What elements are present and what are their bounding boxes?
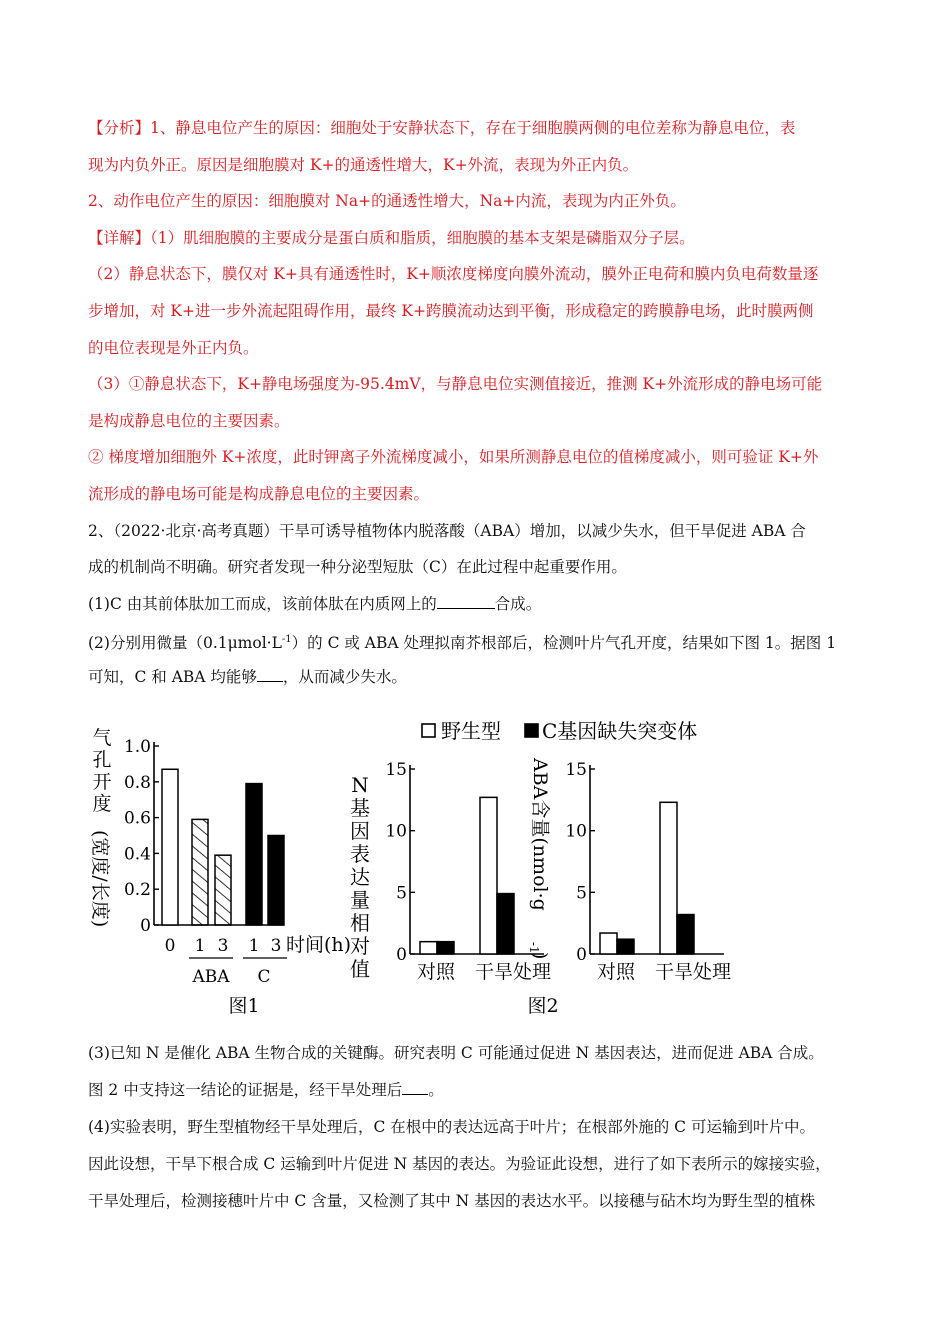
fig1-bar	[268, 836, 284, 926]
fig2-bar	[600, 933, 617, 954]
fig1-x-tick-label: 1	[194, 936, 206, 956]
ylabel-char: 值	[350, 957, 370, 981]
fig2-y-tick-label: 10	[385, 821, 407, 842]
ylabel-char: 基	[350, 796, 370, 820]
ylabel-char: N	[351, 773, 369, 797]
fig2-caption: 图2	[527, 995, 559, 1017]
fig2-bar	[617, 939, 634, 954]
ylabel-char: 开	[92, 771, 112, 793]
fig2-bar	[480, 797, 497, 954]
fig1-ylabel-ratio: (宽度/长度)	[89, 830, 111, 928]
figure-2-legend	[422, 719, 697, 743]
legend-wild-label: 野生型	[441, 719, 501, 743]
fig1-x-tick-label: 1	[248, 936, 260, 956]
detail-line-8: 流形成的静电场可能是构成静息电位的主要因素。	[88, 485, 430, 503]
detail-line-7: ② 梯度增加细胞外 K+浓度，此时钾离子外流梯度减小，如果所测静息电位的值梯度减小，则可验证 K+外	[88, 448, 819, 466]
answer-blank-2[interactable]	[257, 667, 283, 682]
ylabel-char: 量	[350, 888, 370, 912]
fig1-group-label-c: C	[257, 967, 271, 987]
analysis-line-1: 【分析】1、静息电位产生的原因：细胞处于安静状态下，存在于细胞膜两侧的电位差称为静息电位，表	[88, 119, 796, 137]
fig1-y-tick-label: 0.8	[123, 772, 151, 793]
fig1-group-label-aba: ABA	[192, 967, 230, 987]
ylabel-char: 气	[92, 727, 112, 749]
part2-text-a: (2)分别用微量（0.1μmol·L	[88, 634, 282, 653]
fig1-xlabel: 时间(h)	[286, 934, 352, 956]
fig2-bar	[677, 915, 694, 954]
analysis-line-3: 2、动作电位产生的原因：细胞膜对 Na+的通透性增大，Na+内流，表现为内正外负。	[88, 192, 686, 210]
detail-line-1: 【详解】（1）肌细胞膜的主要成分是蛋白质和脂质，细胞膜的基本支架是磷脂双分子层。	[88, 229, 695, 247]
fig2-category-label: 干旱处理	[474, 961, 552, 983]
fig2-ylabel-sup: -1	[527, 942, 541, 954]
fig2-y-tick-label: 15	[565, 760, 587, 780]
part2-line2-b: ，从而减少失水。	[282, 668, 407, 686]
fig1-bar	[162, 769, 178, 925]
fig2-y-tick-label: 0	[396, 945, 407, 965]
part2-superscript: -1	[281, 634, 292, 645]
ylabel-char: 表	[350, 842, 370, 866]
figure-1-and-2	[88, 712, 768, 1028]
fig1-y-tick-label: 0.6	[123, 808, 151, 829]
figure-1-chart	[89, 727, 351, 987]
ylabel-char: 孔	[92, 749, 112, 771]
legend-wild-swatch	[422, 724, 435, 737]
detail-line-5: （3）①静息状态下，K+静电场强度为-95.4mV，与静息电位实测值接近，推测 K+外流形成的静电场可能	[88, 375, 823, 393]
figure-2-n-gene-chart	[350, 760, 551, 983]
fig1-y-tick-label: 0.4	[123, 844, 151, 865]
figure-2-aba-chart	[527, 757, 731, 983]
ylabel-char: 达	[350, 865, 370, 889]
detail-line-4: 的电位表现是外正内负。	[88, 339, 259, 357]
fig2-ylabel-aba: ABA含量(nmol·g	[529, 758, 551, 911]
question-part-4-line-2: 因此设想，干旱下根合成 C 运输到叶片促进 N 基因的表达。为验证此设想，进行了如下表所示的嫁接实验，	[88, 1155, 831, 1173]
legend-mutant-label: C基因缺失突变体	[542, 719, 698, 743]
detail-line-6: 是构成静息电位的主要因素。	[88, 412, 290, 430]
fig2-bar	[660, 802, 677, 954]
detail-line-2: （2）静息状态下，膜仅对 K+具有通透性时，K+顺浓度梯度向膜外流动，膜外正电荷和膜内负电荷数量逐	[88, 265, 819, 283]
fig1-bar	[215, 855, 231, 925]
figure-captions	[228, 995, 558, 1017]
fig1-x-tick-label: 3	[217, 936, 229, 956]
question-part-1	[88, 594, 541, 614]
fig2-y-tick-label: 10	[565, 821, 587, 842]
part1-text-end: 合成。	[494, 595, 542, 613]
fig1-y-tick-label: 0	[140, 916, 151, 936]
fig1-y-tick-label: 0.2	[123, 880, 151, 901]
analysis-line-2: 现为内负外正。原因是细胞膜对 K+的通透性增大，K+外流，表现为外正内负。	[88, 156, 639, 174]
fig2-y-tick-label: 0	[576, 945, 587, 965]
answer-blank-1[interactable]	[437, 594, 495, 609]
part2-text-b: ）的 C 或 ABA 处理拟南芥根部后，检测叶片气孔开度，结果如下图 1。据图 1	[291, 634, 837, 653]
ylabel-char: 相	[350, 911, 370, 935]
fig1-x-tick-label: 0	[164, 936, 176, 956]
question-line-2: 成的机制尚不明确。研究者发现一种分泌型短肽（C）在此过程中起重要作用。	[88, 558, 627, 576]
question-line-1: 2、（2022·北京·高考真题）干旱可诱导植物体内脱落酸（ABA）增加，以减少失水，但干旱促进 ABA 合	[88, 522, 806, 540]
detail-line-3: 步增加，对 K+进一步外流起阻碍作用，最终 K+跨膜流动达到平衡，形成稳定的跨膜静电场，此时膜两侧	[88, 302, 814, 320]
legend-mutant-swatch	[525, 724, 538, 737]
fig1-bar	[192, 819, 208, 925]
fig1-bar	[246, 784, 262, 925]
question-part-3-line-1: (3)已知 N 是催化 ABA 生物合成的关键酶。研究表明 C 可能通过促进 N 基因表达，进而促进 ABA 合成。	[88, 1044, 824, 1062]
fig2-category-label: 干旱处理	[654, 961, 732, 983]
fig1-caption: 图1	[228, 995, 260, 1017]
part3-text-b: 。	[428, 1081, 444, 1099]
fig2-category-label: 对照	[596, 961, 636, 983]
part3-text-a: 图 2 中支持这一结论的证据是，经干旱处理后	[88, 1081, 403, 1099]
fig2-bar	[497, 894, 514, 954]
fig1-x-tick-label: 3	[270, 936, 282, 956]
fig2-category-label: 对照	[416, 961, 456, 983]
ylabel-char: 度	[92, 793, 112, 815]
fig1-ylabel-main	[92, 727, 111, 815]
question-part-4-line-1: (4)实验表明，野生型植物经干旱处理后，C 在根中的表达远高于叶片；在根部外施的 C 可运输到叶片中。	[88, 1118, 815, 1136]
question-part-4-line-3: 干旱处理后，检测接穗叶片中 C 含量，又检测了其中 N 基因的表达水平。以接穗与砧木均为野生型的植株	[88, 1192, 816, 1210]
fig2-bar	[437, 942, 454, 954]
question-part-3-line-2	[88, 1080, 444, 1100]
fig2-ylabel-n	[350, 773, 370, 981]
answer-blank-3[interactable]	[402, 1080, 428, 1095]
fig2-y-tick-label: 5	[396, 883, 407, 904]
question-part-2-line-2	[88, 667, 407, 687]
fig1-y-tick-label: 1.0	[123, 737, 151, 757]
fig2-ylabel-close: )	[529, 952, 551, 960]
fig2-bar	[420, 942, 437, 954]
part2-line2-a: 可知，C 和 ABA 均能够	[88, 668, 257, 686]
part1-text: (1)C 由其前体肽加工而成，该前体肽在内质网上的	[88, 595, 437, 613]
ylabel-char: 因	[350, 819, 370, 843]
fig2-y-tick-label: 5	[576, 883, 587, 904]
fig2-y-tick-label: 15	[385, 760, 407, 780]
question-part-2-line-1	[88, 630, 836, 653]
ylabel-char: 对	[350, 934, 370, 958]
